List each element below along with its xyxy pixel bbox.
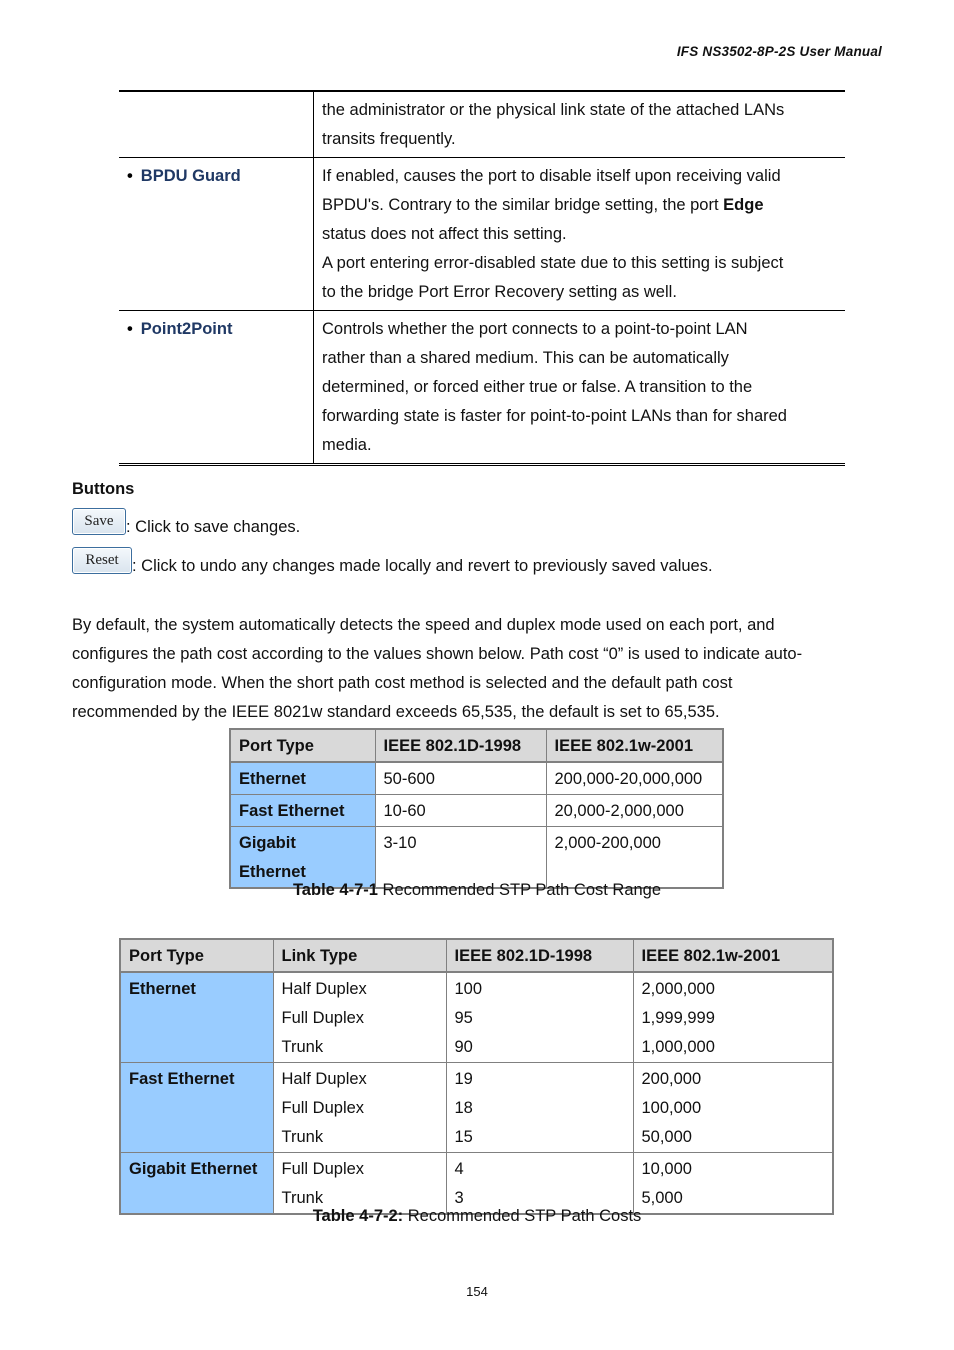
table-cell (273, 1153, 446, 1215)
param-desc-cell (314, 311, 846, 465)
reset-button[interactable]: Reset (72, 547, 132, 574)
table-cell (446, 1063, 633, 1153)
table-cell (633, 1063, 833, 1153)
bold-term: Edge (723, 196, 764, 214)
table-row (120, 1063, 833, 1153)
param-desc-cell (314, 91, 846, 158)
cell-line: 4 (454, 1160, 464, 1178)
param-name: • Point2Point (127, 320, 232, 338)
save-desc-text: : Click to save changes. (126, 518, 301, 536)
table-cell: 10-60 (375, 795, 546, 827)
cell-line: Trunk (281, 1038, 324, 1056)
desc-line: rather than a shared medium. This can be automatically (322, 349, 729, 367)
caption-text: Recommended STP Path Cost Range (377, 881, 662, 899)
cell-line: 3 (454, 1189, 464, 1207)
port-type-cell: Ethernet (120, 972, 273, 1063)
table-cell (273, 1063, 446, 1153)
desc-line: determined, or forced either true or false. A transition to the (322, 378, 753, 396)
column-header: IEEE 802.1D-1998 (446, 939, 633, 972)
cell-line: 100 (454, 980, 483, 998)
table-row (230, 795, 723, 827)
desc-line: the administrator or the physical link state of the attached LANs (322, 101, 785, 119)
desc-line: forwarding state is faster for point-to-point LANs than for shared (322, 407, 787, 425)
cell-line: 1,000,000 (641, 1038, 715, 1056)
table-header-row (230, 729, 723, 762)
port-type-cell: Fast Ethernet (230, 795, 375, 827)
cell-line: Full Duplex (281, 1160, 365, 1178)
table-cell: 200,000-20,000,000 (546, 762, 723, 795)
port-type-cell (230, 827, 375, 889)
path-cost-paragraph: By default, the system automatically detects the speed and duplex mode used on each port, and configures the path cost according to the values shown below. Path cost “0” is used to indicate auto-configuration mode. When the short path cost method is selected and the default path cost recommended by the IEEE 8021w standard exceeds 65,535, the default is set to 65,535. (72, 616, 803, 721)
cell-line: Trunk (281, 1189, 324, 1207)
column-header: Port Type (120, 939, 273, 972)
cell-line: Half Duplex (281, 1070, 367, 1088)
table-cell (633, 972, 833, 1063)
cell-line: 5,000 (641, 1189, 683, 1207)
stp-path-costs-table (119, 938, 834, 1215)
table-cell (446, 1153, 633, 1215)
stp-path-cost-range-table (229, 728, 724, 889)
table-cell: 2,000-200,000 (546, 827, 723, 889)
table-cell (633, 1153, 833, 1215)
cell-line: 100,000 (641, 1099, 702, 1117)
parameter-table (119, 90, 845, 466)
table-header-row (120, 939, 833, 972)
table-cell: 20,000-2,000,000 (546, 795, 723, 827)
port-type-cell: Gigabit Ethernet (120, 1153, 273, 1215)
desc-line: BPDU's. Contrary to the similar bridge setting, the port (322, 196, 724, 214)
table-cell: 50-600 (375, 762, 546, 795)
column-header: IEEE 802.1D-1998 (375, 729, 546, 762)
param-name-cell (119, 311, 314, 465)
param-name-cell (119, 91, 314, 158)
table-cell (446, 972, 633, 1063)
cell-line: 2,000,000 (641, 980, 715, 998)
table-row (119, 158, 845, 311)
cell-line: 15 (454, 1128, 473, 1146)
manual-header: IFS NS3502-8P-2S User Manual (676, 44, 882, 59)
column-header: IEEE 802.1w-2001 (633, 939, 833, 972)
cell-line: Full Duplex (281, 1009, 365, 1027)
port-type-line: Gigabit (239, 834, 296, 852)
param-name-cell (119, 158, 314, 311)
port-type-cell: Ethernet (230, 762, 375, 795)
cell-line: Full Duplex (281, 1099, 365, 1117)
table-row (120, 972, 833, 1063)
table-cell (273, 972, 446, 1063)
cell-line: 18 (454, 1099, 473, 1117)
desc-line: A port entering error-disabled state due to this setting is subject (322, 254, 784, 272)
reset-desc-text: : Click to undo any changes made locally and revert to previously saved values. (132, 557, 713, 575)
table-cell: 3-10 (375, 827, 546, 889)
cell-line: 90 (454, 1038, 473, 1056)
save-button[interactable]: Save (72, 508, 126, 535)
desc-line: If enabled, causes the port to disable itself upon receiving valid (322, 167, 781, 185)
desc-line: media. (322, 436, 372, 454)
table1-caption (0, 881, 954, 900)
table2-caption (0, 1207, 954, 1226)
column-header: IEEE 802.1w-2001 (546, 729, 723, 762)
caption-label: Table 4-7-2: (312, 1207, 404, 1225)
table-row (120, 1153, 833, 1215)
caption-text: Recommended STP Path Costs (403, 1207, 642, 1225)
desc-line: status does not affect this setting. (322, 225, 567, 243)
table-row (119, 311, 845, 465)
column-header: Link Type (273, 939, 446, 972)
cell-line: 1,999,999 (641, 1009, 715, 1027)
column-header: Port Type (230, 729, 375, 762)
cell-line: 10,000 (641, 1160, 692, 1178)
table-row (230, 827, 723, 889)
port-type-line: Ethernet (239, 863, 306, 881)
desc-line: transits frequently. (322, 130, 456, 148)
save-description (72, 508, 300, 535)
param-desc-cell (314, 158, 846, 311)
page-number: 154 (466, 1284, 488, 1299)
table-row (230, 762, 723, 795)
table-row (119, 91, 845, 158)
cell-line: 50,000 (641, 1128, 692, 1146)
desc-line: Controls whether the port connects to a point-to-point LAN (322, 320, 748, 338)
cell-line: Half Duplex (281, 980, 367, 998)
reset-description (72, 547, 713, 574)
param-name: • BPDU Guard (127, 167, 241, 185)
cell-line: 19 (454, 1070, 473, 1088)
cell-line: Trunk (281, 1128, 324, 1146)
caption-label: Table 4-7-1 (292, 881, 378, 899)
port-type-cell: Fast Ethernet (120, 1063, 273, 1153)
cell-line: 200,000 (641, 1070, 702, 1088)
cell-line: 95 (454, 1009, 473, 1027)
buttons-heading: Buttons (72, 480, 135, 498)
desc-line: to the bridge Port Error Recovery setting as well. (322, 283, 677, 301)
